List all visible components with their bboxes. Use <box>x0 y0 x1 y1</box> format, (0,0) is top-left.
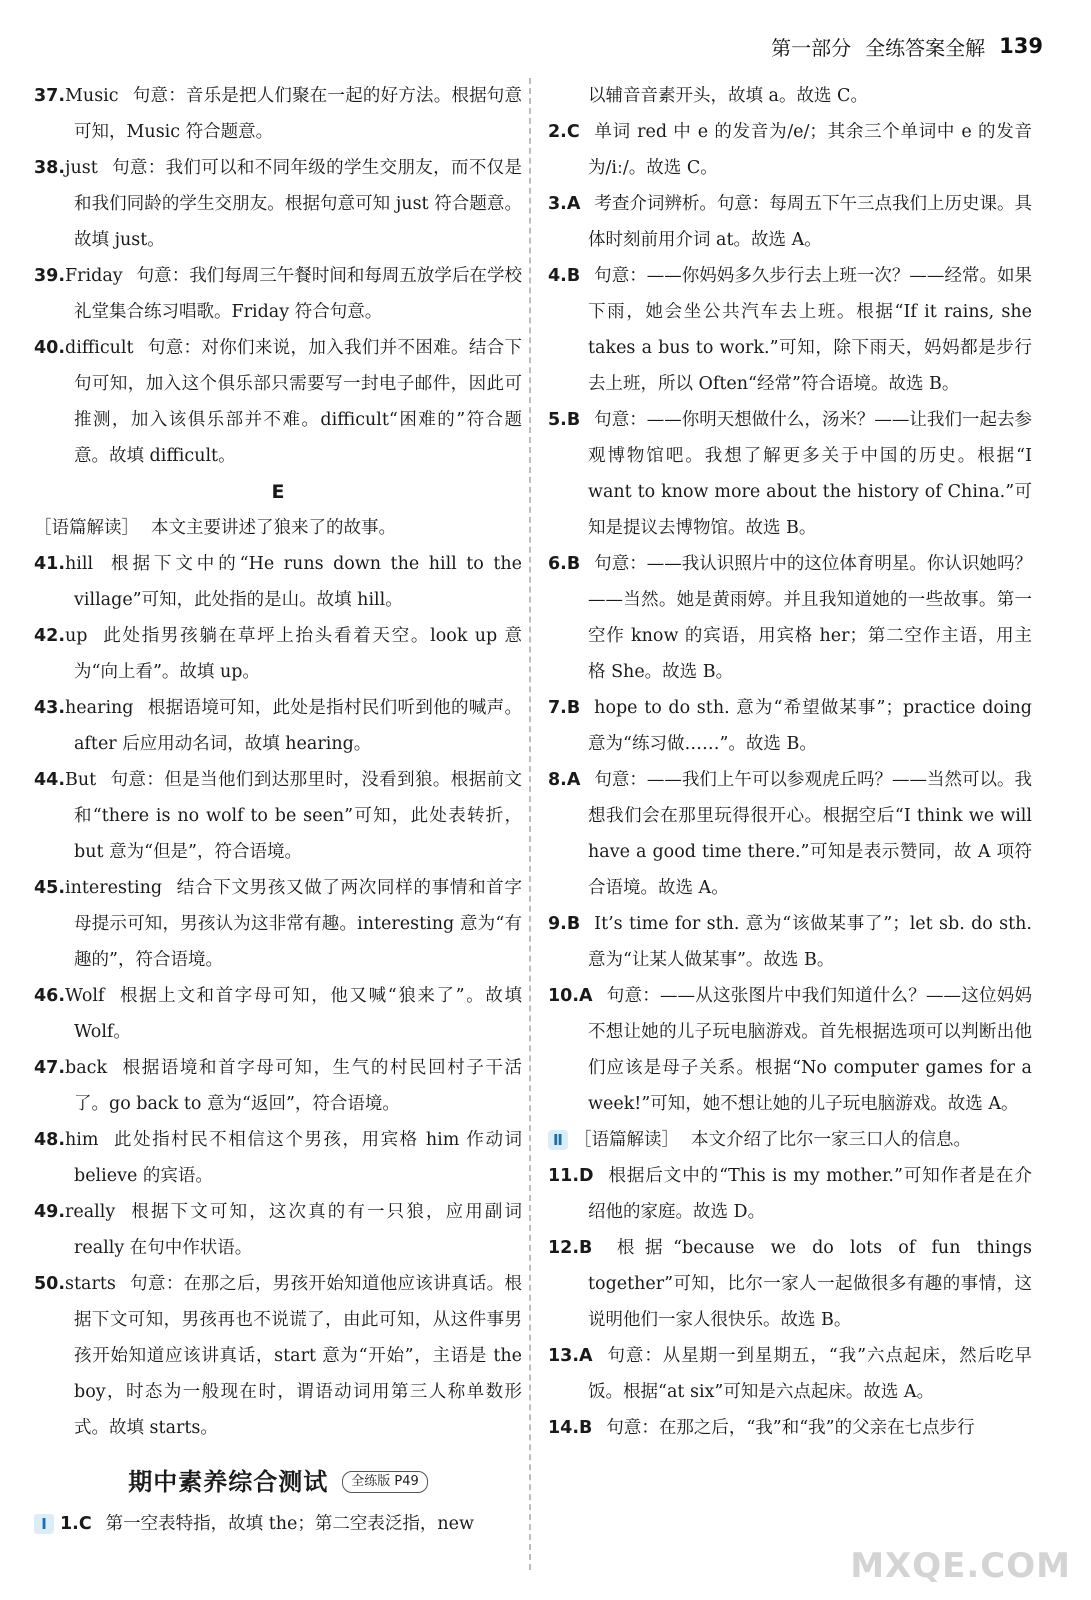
explanation: 句意：从星期一到星期五，“我”六点起床，然后吃早饭。根据“at six”可知是六点起床。故选 A。 <box>588 1346 1032 1402</box>
answer-list-right-a <box>548 114 1032 1122</box>
explanation: 根据语境可知，此处是指村民们听到他的喊声。after 后应用动名词，故填 hearing。 <box>74 698 522 754</box>
answer-word: Music <box>65 86 119 106</box>
question-number: 40. <box>34 338 66 358</box>
answer-word: But <box>65 770 97 790</box>
question-number: 3.A <box>548 194 581 214</box>
explanation: 句意：在那之后，男孩开始知道他应该讲真话。根据下文可知，男孩再也不说谎了，由此可知，从这件事男孩开始知道应该讲真话，start 意为“开始”，主语是 the boy，时态为一般现在时，谓语动词用第三人称单数形式。故填 starts。 <box>74 1274 522 1438</box>
question-number: 9.B <box>548 914 581 934</box>
answer-list-left-a <box>34 78 522 474</box>
answer-entry <box>548 258 1032 402</box>
question-number: 7.B <box>548 698 581 718</box>
explanation: 句意：对你们来说，加入我们并不困难。结合下句可知，加入这个俱乐部只需要写一封电子邮件，因此可推测，加入该俱乐部并不难。difficult“困难的”符合题意。故填 difficult。 <box>74 338 522 466</box>
question-number: 39. <box>34 266 66 286</box>
answer-word: interesting <box>65 878 163 898</box>
question-number: 38. <box>34 158 66 178</box>
question-number: 41. <box>34 554 66 574</box>
question-number: 42. <box>34 626 66 646</box>
question-number: 49. <box>34 1202 66 1222</box>
page-number: 139 <box>999 34 1043 58</box>
answer-entry <box>34 150 522 258</box>
answer-entry <box>34 762 522 870</box>
explanation: 第一空表特指，故填 the；第二空表泛指，new <box>105 1514 474 1534</box>
intro-label: ［语篇解读］ <box>34 518 139 538</box>
answer-entry <box>548 186 1032 258</box>
question-number: 43. <box>34 698 66 718</box>
question-number: 48. <box>34 1130 66 1150</box>
explanation: 句意：——你明天想做什么，汤米？——让我们一起去参观博物馆吧。我想了解更多关于中国的历史。根据“I want to know more about the history of China.”可知是提议去博物馆。故选 B。 <box>588 410 1032 538</box>
explanation: 句意：但是当他们到达那里时，没看到狼。根据前文和“there is no wolf to be seen”可知，此处表转折，but 意为“但是”，符合语境。 <box>74 770 522 862</box>
page-header <box>771 26 1043 66</box>
section-heading-e: E <box>271 481 285 503</box>
answer-entry <box>548 402 1032 546</box>
answer-word: hearing <box>65 698 134 718</box>
intro-text: 本文介绍了比尔一家三口人的信息。 <box>691 1130 971 1150</box>
answer-entry <box>548 1158 1032 1230</box>
answer-entry-1 <box>34 1506 522 1542</box>
column-divider <box>529 78 531 1570</box>
question-number: 8.A <box>548 770 581 790</box>
question-number: 46. <box>34 986 66 1006</box>
answer-entry <box>548 690 1032 762</box>
answer-word: hill <box>65 554 94 574</box>
explanation: 句意：——我们上午可以参观虎丘吗？——当然可以。我想我们会在那里玩得很开心。根据空后“I think we will have a good time there.”可知是表示赞同，故 A 项符合语境。故选 A。 <box>588 770 1032 898</box>
intro-label: ［语篇解读］ <box>574 1130 679 1150</box>
question-number: 37. <box>34 86 66 106</box>
explanation: 根据语境和首字母可知，生气的村民回村子干活了。go back to 意为“返回”，符合语境。 <box>74 1058 522 1114</box>
answer-entry <box>34 618 522 690</box>
explanation: 句意：——从这张图片中我们知道什么？——这位妈妈不想让她的儿子玩电脑游戏。首先根据选项可以判断出他们应该是母子关系。根据“No computer games for a week!”可知，她不想让她的儿子玩电脑游戏。故选 A。 <box>588 986 1032 1114</box>
part-2-badge: Ⅱ <box>548 1130 568 1150</box>
answer-word: him <box>65 1130 99 1150</box>
answer-entry <box>548 546 1032 690</box>
explanation: 根据“because we do lots of fun things together”可知，比尔一家人一起做很多有趣的事情，这说明他们一家人很快乐。故选 B。 <box>588 1238 1032 1330</box>
answer-word: really <box>65 1202 116 1222</box>
answer-entry <box>548 762 1032 906</box>
right-column <box>548 78 1032 1600</box>
intro-text: 本文主要讲述了狼来了的故事。 <box>151 518 396 538</box>
answer-entry <box>34 1194 522 1266</box>
explanation: hope to do sth. 意为“希望做某事”；practice doing 意为“练习做……”。故选 B。 <box>588 698 1032 754</box>
header-subtitle: 全练答案全解 <box>865 35 986 60</box>
explanation: 句意：我们可以和不同年级的学生交朋友，而不仅是和我们同龄的学生交朋友。根据句意可知 just 符合题意。故填 just。 <box>74 158 522 250</box>
question-number: 14.B <box>548 1418 593 1438</box>
answer-entry <box>548 114 1032 186</box>
answer-word: starts <box>65 1274 116 1294</box>
answer-entry <box>34 978 522 1050</box>
explanation: 句意：在那之后，“我”和“我”的父亲在七点步行 <box>606 1418 975 1438</box>
part-1-badge: Ⅰ <box>34 1514 54 1534</box>
question-number: 13.A <box>548 1346 593 1366</box>
test-title-block <box>34 1464 522 1500</box>
explanation: 结合下文男孩又做了两次同样的事情和首字母提示可知，男孩认为这非常有趣。interesting 意为“有趣的”，符合语境。 <box>74 878 522 970</box>
question-number: 45. <box>34 878 66 898</box>
passage-intro-left <box>34 510 522 546</box>
passage-intro-right <box>548 1122 1032 1158</box>
explanation: 此处指男孩躺在草坪上抬头看着天空。look up 意为“向上看”。故填 up。 <box>74 626 522 682</box>
question-number: 10.A <box>548 986 593 1006</box>
header-section: 第一部分 <box>771 35 852 60</box>
explanation: 单词 red 中 e 的发音为/e/；其余三个单词中 e 的发音为/iː/。故选 C。 <box>588 122 1032 178</box>
answer-entry <box>34 330 522 474</box>
question-number: 11.D <box>548 1166 594 1186</box>
continued-explanation: 以辅音音素开头，故填 a。故选 C。 <box>588 86 868 106</box>
answer-word: up <box>65 626 88 646</box>
answer-entry <box>34 690 522 762</box>
watermark-logo: MXQE.COM <box>850 1546 1071 1586</box>
test-page-ref: 全练版 P49 <box>342 1471 428 1493</box>
answer-entry <box>548 906 1032 978</box>
question-number: 1.C <box>60 1514 92 1534</box>
explanation: 根据后文中的“This is my mother.”可知作者是在介绍他的家庭。故选 D。 <box>588 1166 1032 1222</box>
answer-entry <box>34 1266 522 1446</box>
explanation: 此处指村民不相信这个男孩，用宾格 him 作动词 believe 的宾语。 <box>74 1130 522 1186</box>
explanation: 根据下文中的“He runs down the hill to the village”可知，此处指的是山。故填 hill。 <box>74 554 522 610</box>
answer-entry <box>548 1230 1032 1338</box>
question-number: 47. <box>34 1058 66 1078</box>
answer-word: just <box>65 158 98 178</box>
answer-list-right-b <box>548 1158 1032 1446</box>
answer-entry <box>548 1338 1032 1410</box>
left-column <box>34 78 522 1600</box>
answer-word: difficult <box>65 338 134 358</box>
answer-word: Wolf <box>65 986 105 1006</box>
question-number: 5.B <box>548 410 581 430</box>
answer-entry <box>34 78 522 150</box>
answer-word: Friday <box>65 266 123 286</box>
explanation: 根据下文可知，这次真的有一只狼，应用副词 really 在句中作状语。 <box>74 1202 522 1258</box>
answer-entry <box>34 258 522 330</box>
explanation: 句意：——我认识照片中的这位体育明星。你认识她吗？——当然。她是黄雨婷。并且我知道她的一些故事。第一空作 know 的宾语，用宾格 her；第二空作主语，用主格 She。故选 B。 <box>588 554 1032 682</box>
question-number: 44. <box>34 770 66 790</box>
test-title: 期中素养综合测试 <box>128 1468 329 1496</box>
question-number: 12.B <box>548 1238 593 1258</box>
question-number: 2.C <box>548 122 580 142</box>
question-number: 6.B <box>548 554 581 574</box>
answer-entry <box>34 1122 522 1194</box>
answer-entry <box>34 1050 522 1122</box>
explanation: It’s time for sth. 意为“该做某事了”；let sb. do sth. 意为“让某人做某事”。故选 B。 <box>588 914 1032 970</box>
explanation: 考查介词辨析。句意：每周五下午三点我们上历史课。具体时刻前用介词 at。故选 A。 <box>588 194 1032 250</box>
answer-list-left-b <box>34 546 522 1446</box>
answer-entry <box>34 546 522 618</box>
answer-entry <box>34 870 522 978</box>
explanation: 句意：我们每周三午餐时间和每周五放学后在学校礼堂集合练习唱歌。Friday 符合句意。 <box>74 266 522 322</box>
explanation: 根据上文和首字母可知，他又喊“狼来了”。故填 Wolf。 <box>74 986 522 1042</box>
question-number: 50. <box>34 1274 66 1294</box>
answer-entry <box>548 1410 1032 1446</box>
answer-entry <box>548 978 1032 1122</box>
answer-word: back <box>65 1058 108 1078</box>
explanation: 句意：——你妈妈多久步行去上班一次？——经常。如果下雨，她会坐公共汽车去上班。根据“If it rains, she takes a bus to work.”可知，除下雨天，妈妈都是步行去上班，所以 Often“经常”符合语境。故选 B。 <box>588 266 1032 394</box>
question-number: 4.B <box>548 266 581 286</box>
explanation: 句意：音乐是把人们聚在一起的好方法。根据句意可知，Music 符合题意。 <box>74 86 522 142</box>
